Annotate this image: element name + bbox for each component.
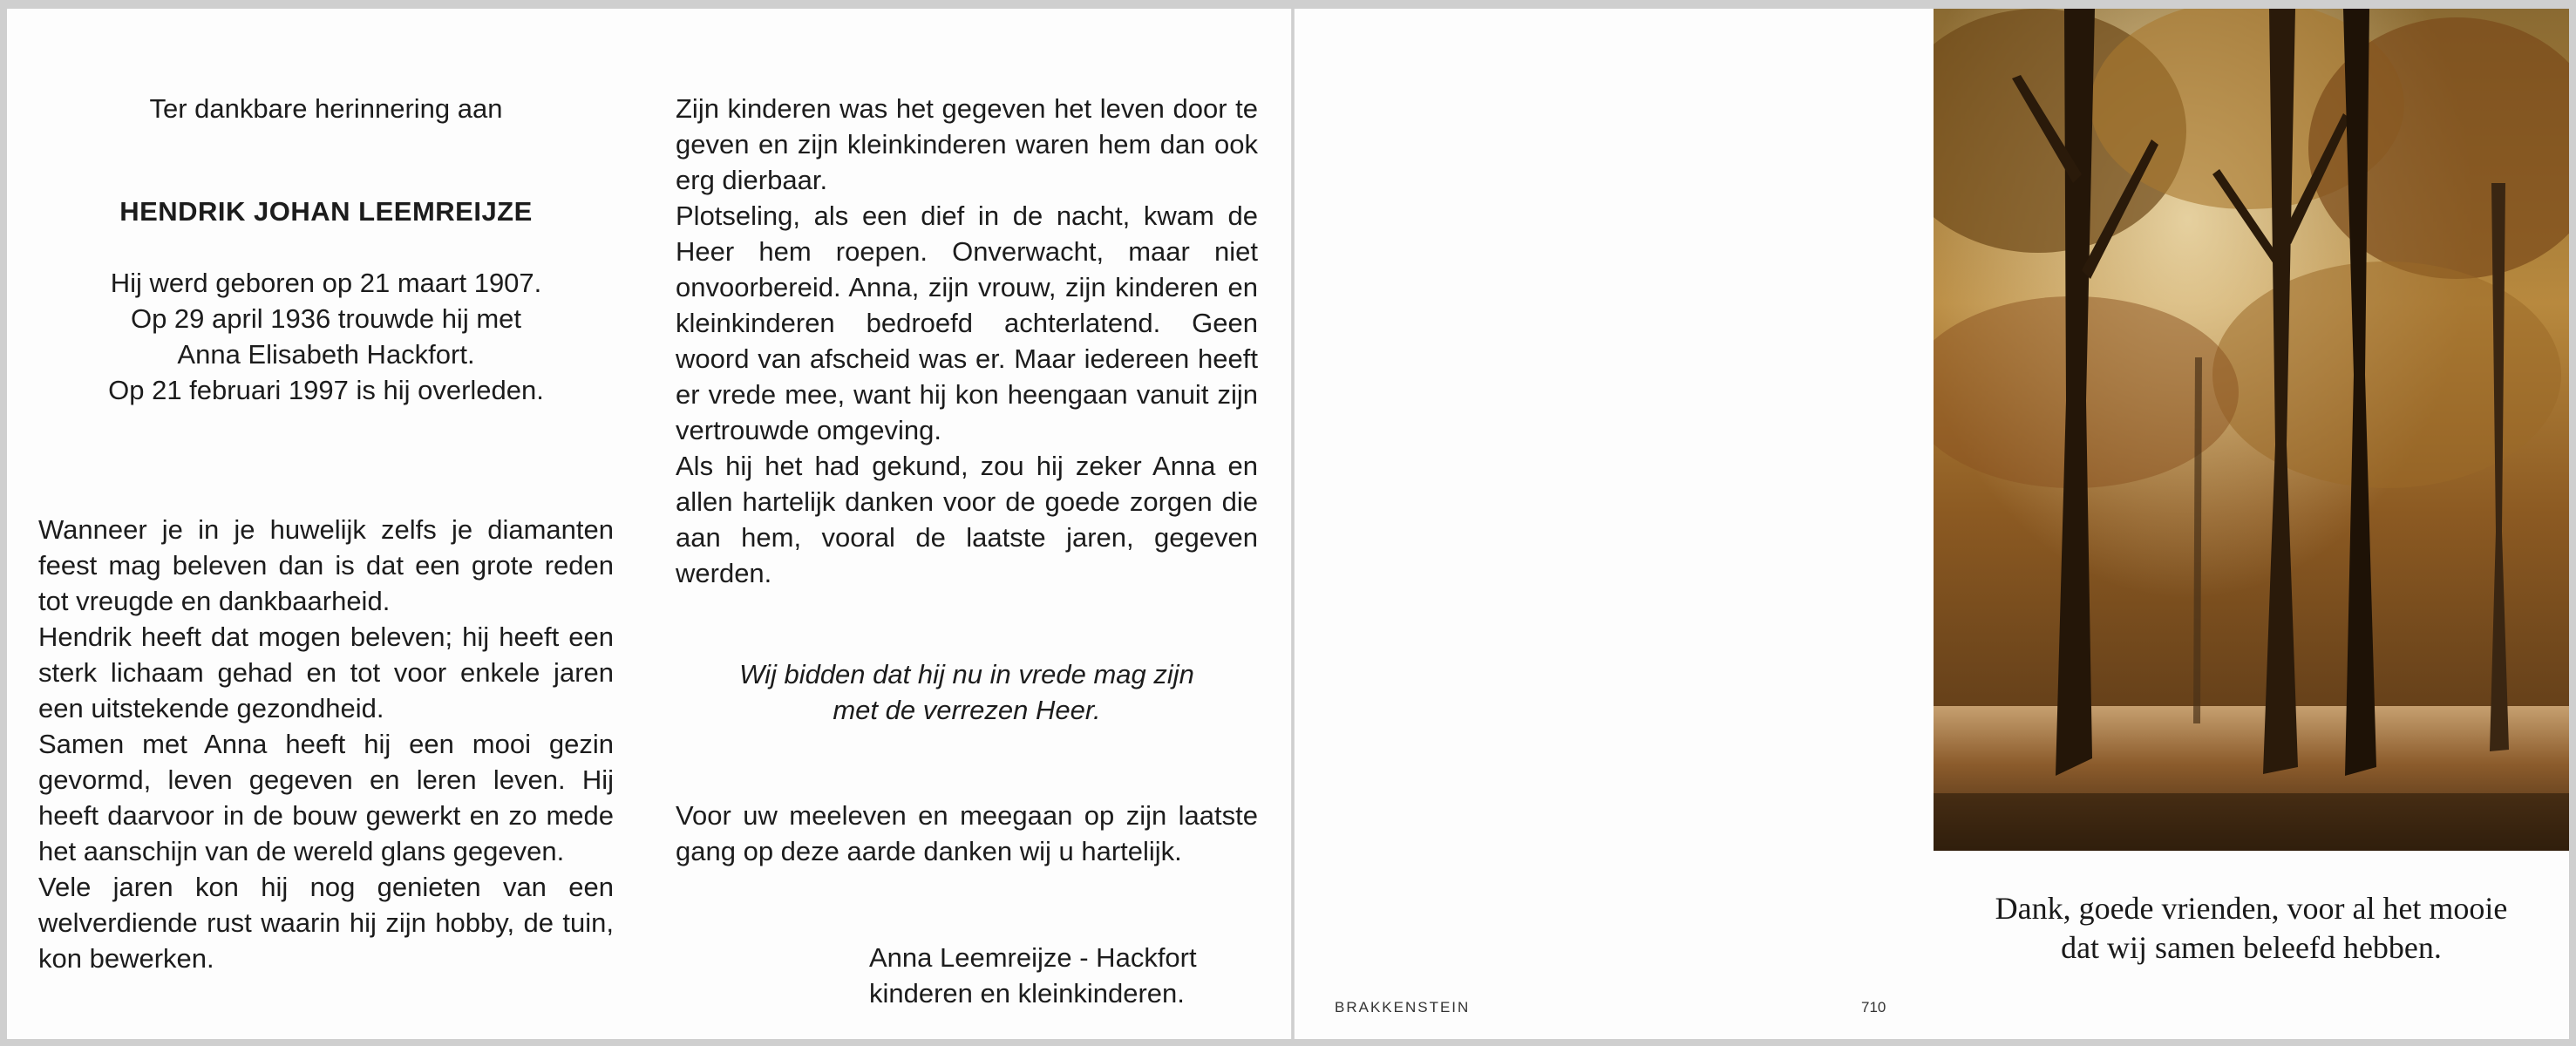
bio-line: Hij werd geboren op 21 maart 1907.	[110, 268, 542, 298]
tribute-paragraph: Hendrik heeft dat mogen beleven; hij heeft een sterk lichaam gehad en tot voor enkele jaren een uitstekende gezondheid.	[38, 621, 614, 723]
card-code: 710	[1861, 999, 1886, 1015]
thanks-text: Voor uw meeleven en meegaan op zijn laatste gang op deze aarde danken wij u hartelijk.	[676, 800, 1258, 866]
bio-line: Anna Elisabeth Hackfort.	[177, 339, 475, 370]
prayer-line: met de verrezen Heer.	[833, 695, 1101, 725]
signature-line: Anna Leemreijze - Hackfort	[869, 942, 1197, 973]
bio-line: Op 21 februari 1997 is hij overleden.	[108, 375, 544, 405]
tribute-paragraph: Samen met Anna heeft hij een mooi gezin gevormd, leven gegeven en leren leven. Hij heeft daarvoor in de bouw gewerkt en zo mede het aanschijn van de wereld glans gegeven.	[38, 729, 614, 866]
prayer	[676, 656, 1258, 728]
tribute-paragraph: Vele jaren kon hij nog genieten van een welverdiende rust waarin hij zijn hobby, de tuin, kon bewerken.	[38, 872, 614, 974]
story-paragraph: Zijn kinderen was het gegeven het leven door te geven en zijn kleinkinderen waren hem dan ook erg dierbaar.	[676, 93, 1258, 195]
caption-line: Dank, goede vrienden, voor al het mooie	[1995, 891, 2508, 926]
autumn-forest-image	[1934, 9, 2569, 851]
signature-line: kinderen en kleinkinderen.	[869, 978, 1185, 1009]
bio-line: Op 29 april 1936 trouwde hij met	[130, 303, 522, 334]
prayer-line: Wij bidden dat hij nu in vrede mag zijn	[739, 659, 1194, 689]
story-text	[676, 91, 1258, 591]
story-paragraph: Plotseling, als een dief in de nacht, kwam de Heer hem roepen. Onverwacht, maar niet onvoorbereid. Anna, zijn vrouw, zijn kinderen en kleinkinderen bedroefd achterlatend. Geen woord van afscheid was er. Maar iedereen heeft er vrede mee, want hij kon heengaan vanuit zijn vertrouwde omgeving.	[676, 200, 1258, 445]
dedication-line: Ter dankbare herinnering aan	[149, 93, 503, 124]
signature	[869, 940, 1253, 1011]
story-paragraph: Als hij het had gekund, zou hij zeker Anna en allen hartelijk danken voor de goede zorgen die aan hem, vooral de laatste jaren, gegeven werden.	[676, 451, 1258, 588]
tribute-text	[38, 512, 614, 976]
deceased-name: HENDRIK JOHAN LEEMREIJZE	[119, 196, 533, 227]
biography	[38, 265, 614, 408]
printer-name: BRAKKENSTEIN	[1335, 999, 1471, 1015]
caption	[1934, 889, 2569, 968]
caption-line: dat wij samen beleefd hebben.	[2061, 930, 2442, 965]
tribute-paragraph: Wanneer je in je huwelijk zelfs je diamanten feest mag beleven dan is dat een grote reden tot vreugde en dankbaarheid.	[38, 514, 614, 616]
memorial-card-outside	[1295, 9, 2569, 1039]
memorial-card-inside	[7, 9, 1291, 1039]
